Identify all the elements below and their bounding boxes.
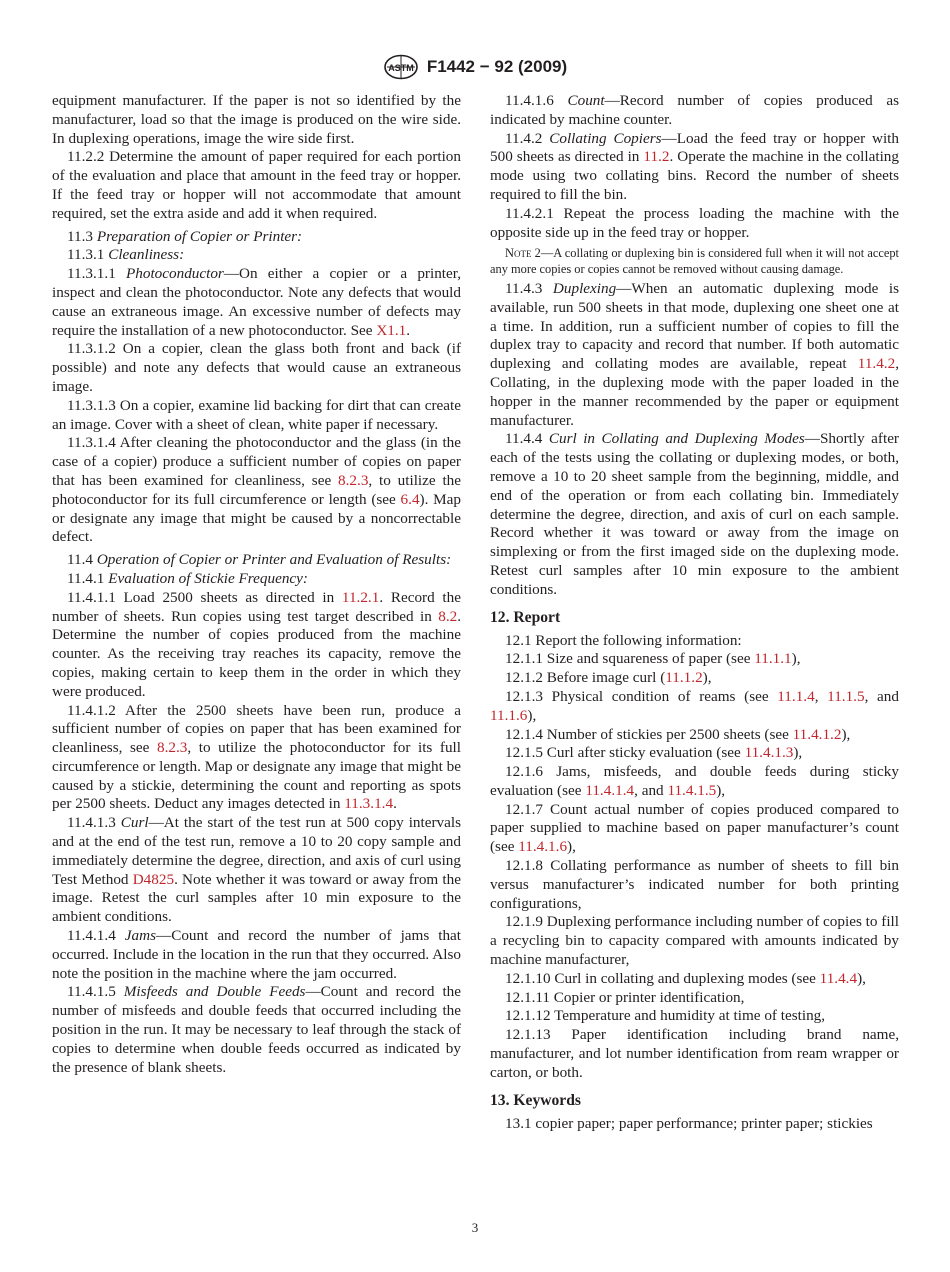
cross-reference-link[interactable]: 11.3.1.4 [344,795,394,813]
section-heading-report: 12. Report [490,608,561,626]
svg-text:ASTM: ASTM [388,63,414,73]
left-column [52,92,461,1077]
cross-reference-link[interactable]: 11.1.1 [754,650,792,668]
section-title: 11.3 Preparation of Copier or Printer: [67,227,303,245]
list-item: 12.1.5 Curl after sticky evaluation (see 11.4.1.3), [505,744,803,762]
list-item: 12.1.6 Jams, misfeeds, and double feeds during sticky evaluation (see 11.4.1.4, and 11.4.1.5), [490,763,899,799]
cross-reference-link[interactable]: 11.4.1.5 [667,781,717,799]
paragraph: 11.3.1.4 After cleaning the photoconductor and the glass (in the case of a copier) produce a sufficient number of copies on paper that has been examined for cleanliness, see 8.2.3, to utilize the photoconductor for its full circumference or length (see 6.4). Map or designate any image that might be caused by a noncorrectable defect. [52,434,461,546]
cross-reference-link[interactable]: 11.4.1.4 [585,781,635,799]
note: Note 2—A collating or duplexing bin is considered full when it will not accept any more copies or copies cannot be removed without causing damage. [490,246,899,277]
list-item: 12.1.12 Temperature and humidity at time of testing, [505,1007,826,1025]
cross-reference-link[interactable]: 11.4.2 [857,355,896,373]
cross-reference-link[interactable]: 11.4.1.3 [744,744,794,762]
cross-reference-link[interactable]: 11.1.4 [777,687,815,705]
paragraph: 11.3.1.1 Photoconductor—On either a copier or a printer, inspect and clean the photoconductor. Note any defects that would cause an extraneous image. An excessive number of defects may require the installation of a new photoconductor. See X1.1. [52,265,462,339]
paragraph: 11.4.1.4 Jams—Count and record the number of jams that occurred. Include in the location in the run that they occurred. Also note the position in the machine where the jam occurred. [52,927,462,982]
cross-reference-link[interactable]: 8.2.3 [156,739,188,757]
list-item: 12.1.9 Duplexing performance including number of copies to fill a recycling bin to capacity compared with amounts indicated by machine manufacturer, [490,913,899,969]
list-item: 12.1.8 Collating performance as number of sheets to fill bin versus manufacturer’s indicated number for both printing configurations, [490,857,899,912]
paragraph: 11.4.2.1 Repeat the process loading the machine with the opposite side up in the feed tray or hopper. [490,204,899,241]
document-title: F1442 − 92 (2009) [426,57,568,76]
cross-reference-link[interactable]: 11.4.4 [819,969,858,987]
list-item: 12.1.7 Count actual number of copies produced compared to paper supplied to machine based on paper manufacturer’s count (see 11.4.1.6), [490,800,899,856]
paragraph: 11.4.1.2 After the 2500 sheets have been run, produce a sufficient number of copies on paper that has been examined for cleanliness, see 8.2.3, to utilize the photoconductor for its full circumference or length. Map or designate any image that might be caused by a stickie, determining the count and reporting as spots per 2500 sheets. Deduct any images detected in 11.3.1.4. [52,701,461,813]
cross-reference-link[interactable]: 8.2 [438,607,458,625]
list-item: 12.1.4 Number of stickies per 2500 sheets (see 11.4.1.2), [505,725,851,743]
subsection-title: 11.4.1 Evaluation of Stickie Frequency: [67,569,308,587]
page-header [0,54,950,80]
cross-reference-link[interactable]: X1.1 [376,321,407,339]
section-heading-keywords: 13. Keywords [490,1091,581,1109]
paragraph: 11.3.1.2 On a copier, clean the glass both front and back (if possible) and note any defects that would cause an extraneous image. [52,340,461,395]
paragraph: 11.2.2 Determine the amount of paper required for each portion of the evaluation and place that amount in the feed tray or hopper. If the feed tray or hopper will not accommodate that amount required, set the extra aside and add it when required. [52,148,461,222]
section-title: 11.4 Operation of Copier or Printer and Evaluation of Results: [67,551,452,569]
subsection-title: 11.3.1 Cleanliness: [67,246,185,264]
paragraph: 11.4.1.6 Count—Record number of copies produced as indicated by machine counter. [490,92,899,128]
cross-reference-link[interactable]: 11.4.1.6 [518,838,568,856]
cross-reference-link[interactable]: D4825 [132,870,175,888]
cross-reference-link[interactable]: 11.2 [643,148,670,166]
cross-reference-link[interactable]: 11.1.2 [665,669,703,687]
paragraph: 11.4.2 Collating Copiers—Load the feed tray or hopper with 500 sheets as directed in 11.2. Operate the machine in the collating mode using two collating bins. Record the number of sheets required to fill the bin. [490,129,899,203]
paragraph: 11.4.1.5 Misfeeds and Double Feeds—Count and record the number of misfeeds and double feeds that occurred including the position in the run. It may be necessary to leaf through the stack of copies to determine when double feeds occurred as indicated by the presence of blank sheets. [52,983,461,1076]
paragraph: 11.4.1.1 Load 2500 sheets as directed in 11.2.1. Record the number of sheets. Run copies using test target described in 8.2. Determine the number of copies produced from the machine counter. As the receiving tray reaches its capacity, remove the copies, making certain to keep them in the order in which they were produced. [52,588,461,700]
list-item: 12.1.1 Size and squareness of paper (see 11.1.1), [505,650,801,668]
list-item: 12.1.3 Physical condition of reams (see 11.1.4, 11.1.5, and 11.1.6), [490,687,899,724]
cross-reference-link[interactable]: 6.4 [400,490,420,508]
cross-reference-link[interactable]: 11.1.5 [827,687,865,705]
cross-reference-link[interactable]: 8.2.3 [338,471,369,489]
cross-reference-link[interactable]: 11.1.6 [490,706,528,724]
keywords-text: 13.1 copier paper; paper performance; printer paper; stickies [505,1114,873,1132]
paragraph: 11.3.1.3 On a copier, examine lid backing for dirt that can create an image. Cover with a sheet of clean, white paper if necessary. [52,396,461,433]
list-item: 12.1.13 Paper identification including brand name, manufacturer, and lot number identification from ream wrapper or carton, or both. [490,1026,899,1081]
paragraph: 11.4.3 Duplexing—When an automatic duplexing mode is available, run 500 sheets in that mode, duplexing one sheet one at a time. In addition, run a sufficient number of copies to fill the duplex tray to capacity and record that number. If both automatic duplexing and collating modes are available, repeat 11.4.2, Collating, in the duplexing mode with the paper loaded in the hopper in the manner recommended by the paper or equipment manufacturer. [490,279,899,429]
paragraph: equipment manufacturer. If the paper is not so identified by the manufacturer, load so that the image is produced on the wire side. In duplexing operations, image the wire side first. [52,92,461,147]
right-column [490,92,899,1133]
list-item: 12.1 Report the following information: [505,631,742,649]
cross-reference-link[interactable]: 11.2.1 [341,588,380,606]
cross-reference-link[interactable]: 11.4.1.2 [792,725,842,743]
page-number: 3 [471,1220,479,1235]
list-item: 12.1.2 Before image curl (11.1.2), [505,669,712,687]
paragraph: 11.4.1.3 Curl—At the start of the test run at 500 copy intervals and at the end of the test run, remove a 10 to 20 copy sample and immediately determine the degree, direction, and axis of curl using Test Method D4825. Note whether it was toward or away from the image. Retest the curl samples after 10 min exposure to the ambient conditions. [52,814,461,926]
list-item: 12.1.11 Copier or printer identification, [505,988,745,1006]
list-item: 12.1.10 Curl in collating and duplexing modes (see 11.4.4), [505,969,866,987]
paragraph: 11.4.4 Curl in Collating and Duplexing Modes—Shortly after each of the tests using the collating or duplexing modes, or both, remove a 10 to 20 sheet sample from the beginning, middle, and end of the operation or from each collating bin. Immediately determine the degree, direction, and axis of curl on each sample. Record whether it was toward or away from the image on simplexing or from the first imaged side on the duplexing mode. Retest curl samples after 10 min exposure to the ambient conditions. [490,430,899,598]
astm-logo-icon [383,54,419,80]
